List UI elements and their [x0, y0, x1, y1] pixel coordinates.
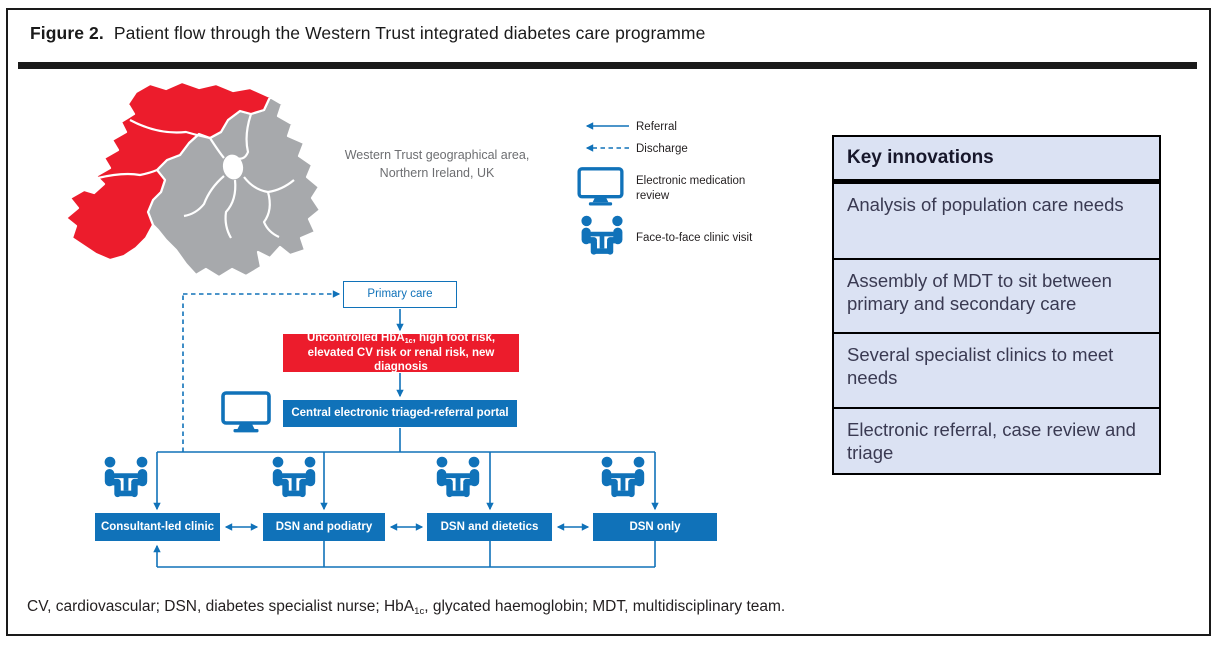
footnote-post: , glycated haemoglobin; MDT, multidisciplinary team.: [424, 598, 786, 615]
risk-criteria-text: [283, 331, 519, 374]
figure-label: Figure 2.: [30, 23, 104, 43]
clinic-1-face-to-face-icon: [100, 456, 152, 501]
key-innovations-row-4: Electronic referral, case review and triage: [834, 407, 1159, 473]
clinic-box-dsn-only: [593, 513, 717, 541]
referral-portal-box: [283, 400, 517, 427]
figure-title-text: Patient flow through the Western Trust integrated diabetes care programme: [113, 23, 706, 43]
primary-care-box: [343, 281, 457, 308]
risk-text-post: , high foot risk,: [412, 332, 496, 345]
map-caption-line2: Northern Ireland, UK: [379, 166, 495, 181]
risk-text-pre: Uncontrolled HbA: [306, 332, 405, 345]
key-innovations-table: [832, 135, 1161, 475]
clinic-4-face-to-face-icon: [597, 456, 649, 501]
clinic-label: Consultant-led clinic: [100, 520, 215, 533]
key-innovations-row-1: Analysis of population care needs: [834, 182, 1159, 258]
map-caption-line1: Western Trust geographical area,: [344, 148, 530, 162]
portal-monitor-icon: [220, 391, 272, 433]
footnote-sub: 1c: [414, 605, 425, 617]
legend-electronic-review-label: Electronic medication review: [636, 175, 746, 202]
footnote-pre: CV, cardiovascular; DSN, diabetes specialist nurse; HbA: [27, 598, 415, 615]
clinic-label: DSN only: [629, 520, 681, 533]
risk-text-sub: 1c: [404, 337, 413, 346]
legend-referral-label: Referral: [636, 121, 677, 133]
risk-criteria-box: [283, 334, 519, 372]
legend-discharge-label: Discharge: [636, 143, 688, 155]
risk-text-line2: elevated CV risk or renal risk, new diagnosis: [307, 346, 495, 374]
legend-face-to-face-label: Face-to-face clinic visit: [636, 232, 753, 244]
electronic-review-icon: [577, 167, 624, 206]
clinic-box-dsn-dietetics: [427, 513, 552, 541]
clinic-3-face-to-face-icon: [432, 456, 484, 501]
clinic-box-consultant-led: [95, 513, 220, 541]
key-innovations-row-3: Several specialist clinics to meet needs: [834, 332, 1159, 407]
clinic-label: DSN and dietetics: [440, 520, 539, 533]
face-to-face-icon: [577, 215, 627, 259]
key-innovations-header: Key innovations: [834, 137, 1159, 182]
key-innovations-row-2: Assembly of MDT to sit between primary and secondary care: [834, 258, 1159, 332]
footnote: [27, 598, 785, 616]
clinic-label: DSN and podiatry: [275, 520, 373, 533]
referral-portal-label: Central electronic triaged-referral portal: [291, 407, 509, 420]
clinic-box-dsn-podiatry: [263, 513, 385, 541]
clinic-2-face-to-face-icon: [268, 456, 320, 501]
primary-care-label: Primary care: [367, 288, 433, 301]
